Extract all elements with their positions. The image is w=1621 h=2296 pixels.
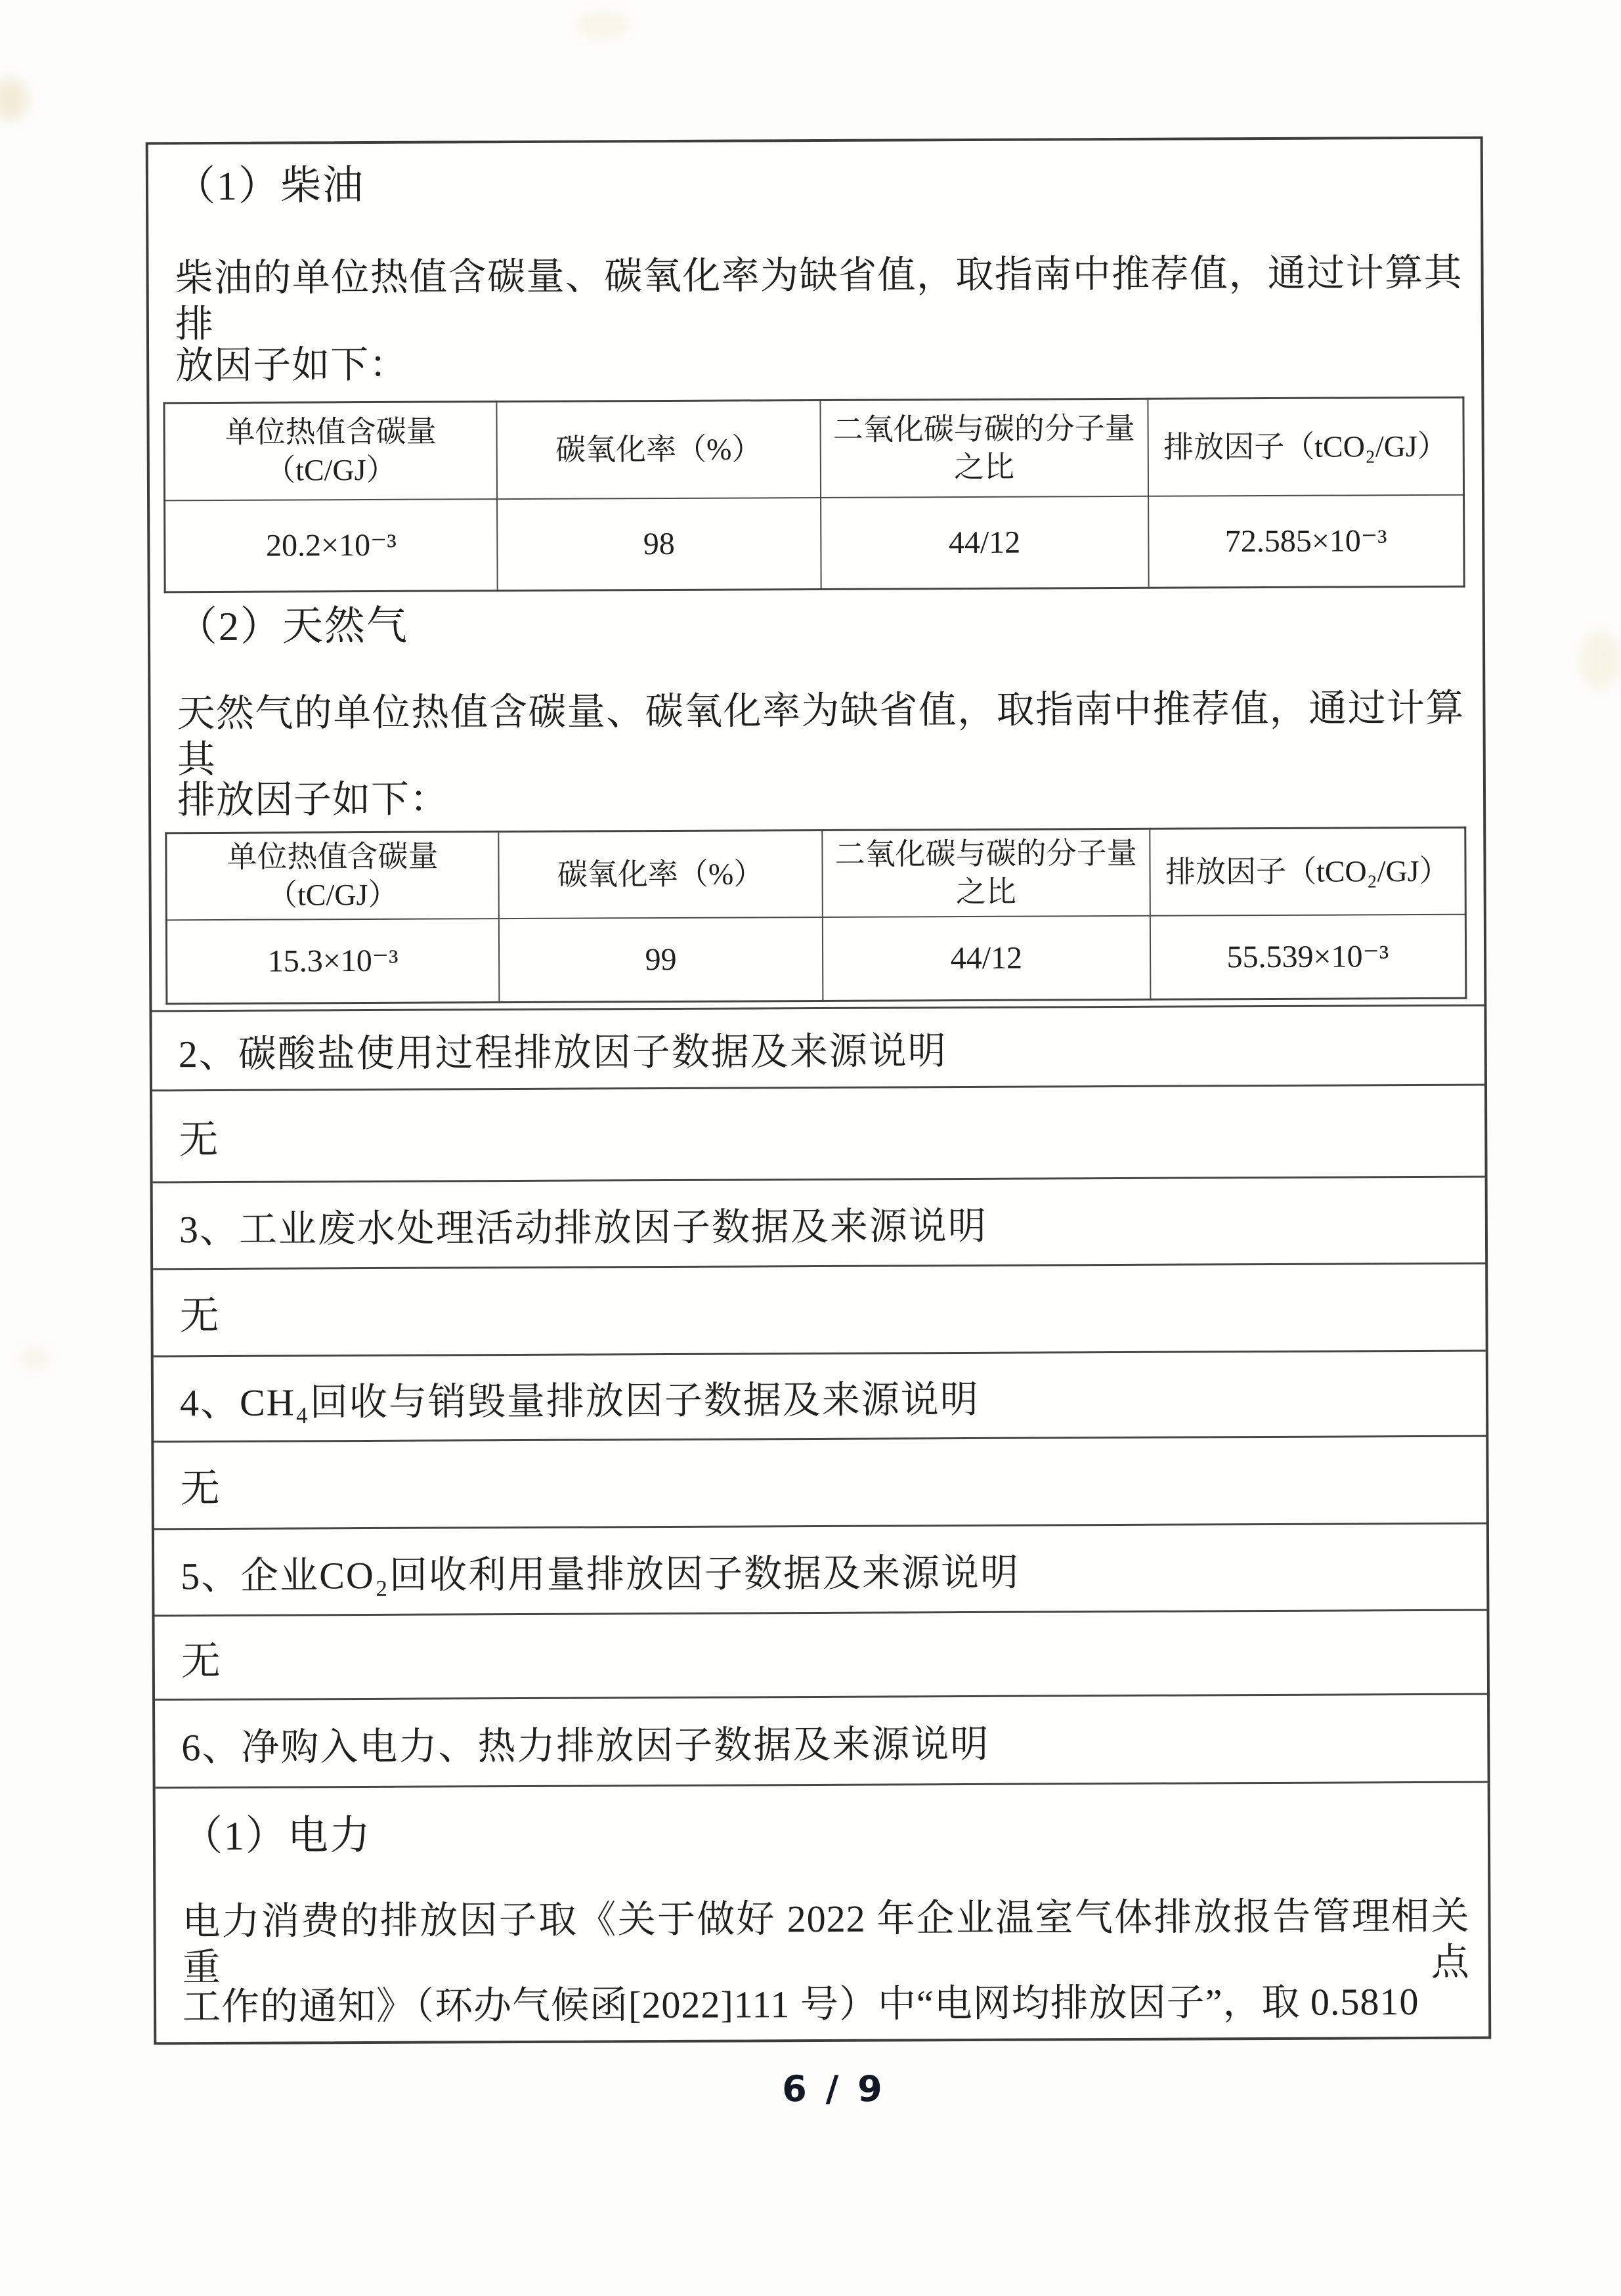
scan-smudge [575,11,630,39]
natural-gas-heading: （2）天然气 [176,603,409,650]
table-header-row [166,827,1466,920]
table-value-row [165,494,1465,592]
table-header-row [164,397,1464,500]
header-unit: （tC/GJ） [267,877,399,912]
section-6-content-row [156,1781,1489,2043]
value-emission-factor: 72.585×10⁻³ [1148,494,1465,588]
header-molecular-ratio [820,399,1148,497]
section-heading-text: 3、工业废水处理活动排放因子数据及来源说明 [179,1204,988,1251]
header-text: 之比 [955,875,1017,909]
header-text: 二氧化碳与碳的分子量 [834,836,1137,871]
diesel-paragraph-line1: 柴油的单位热值含碳量、碳氧化率为缺省值，取指南中推荐值，通过计算其排 [175,251,1463,346]
scan-smudge [1580,630,1621,689]
section-3-value-row [153,1263,1486,1356]
value-oxidation-rate: 98 [497,497,821,590]
header-molecular-ratio [822,829,1150,917]
value-heat-carbon: 20.2×10⁻³ [165,499,498,592]
scan-smudge [20,1347,50,1370]
section-4-heading-row [154,1350,1486,1441]
electricity-paragraph-line2: 工作的通知》（环办气候函[2022]111 号）中“电网均排放因子”，取 0.5810 [182,1980,1419,2029]
scan-smudge [0,77,29,121]
value-heat-carbon: 15.3×10⁻³ [166,919,499,1004]
none-value: 无 [180,1466,220,1511]
header-emission-factor [1148,397,1464,496]
header-text: 碳氧化率（%） [555,432,762,467]
section-6-heading-row [155,1693,1488,1787]
header-text: 单位热值含碳量 [225,414,437,449]
header-text: 排放因子（tCO₂/GJ） [1163,429,1448,464]
header-emission-factor [1150,827,1465,915]
header-text: 排放因子（tCO₂/GJ） [1165,854,1450,889]
header-unit: （tC/GJ） [265,452,397,487]
diesel-heading: （1）柴油 [174,163,365,209]
header-text: 二氧化碳与碳的分子量 [832,411,1135,446]
section-2-value-row [152,1084,1485,1182]
section-heading-text: 2、碳酸盐使用过程排放因子数据及来源说明 [178,1029,947,1076]
natural-gas-paragraph-line2: 排放因子如下： [177,777,449,822]
header-oxidation-rate [497,400,821,498]
natural-gas-factor-table [165,827,1467,1005]
section-5-heading-row [154,1523,1487,1615]
section-5-value-row [154,1609,1487,1699]
document-border [146,137,1492,2045]
header-text: 碳氧化率（%） [557,857,764,892]
header-text: 单位热值含碳量 [227,839,439,874]
diesel-paragraph-line2: 放因子如下： [175,343,408,387]
header-heat-carbon [166,832,499,920]
none-value: 无 [179,1293,219,1338]
page-number: 6 / 9 [782,2068,886,2110]
section-heading-text: 6、净购入电力、热力排放因子数据及来源说明 [181,1722,990,1769]
header-text: 之比 [953,450,1015,484]
header-heat-carbon [164,402,497,500]
diesel-factor-table [163,397,1465,594]
section-heading-text: 4、CH₄回收与销毁量排放因子数据及来源说明 [179,1377,980,1424]
value-molecular-ratio: 44/12 [823,915,1150,1001]
table-value-row [166,914,1466,1004]
value-molecular-ratio: 44/12 [821,496,1148,589]
section-2-heading-row [152,1005,1484,1090]
section-4-value-row [154,1435,1486,1528]
none-value: 无 [179,1117,219,1161]
electricity-subheading: （1）电力 [181,1813,372,1859]
header-oxidation-rate [498,830,822,918]
electricity-paragraph-line1: 电力消费的排放因子取《关于做好 2022 年企业温室气体排放报告管理相关重点 [182,1894,1470,1989]
value-emission-factor: 55.539×10⁻³ [1150,914,1465,999]
section-3-heading-row [153,1176,1486,1268]
natural-gas-paragraph-line1: 天然气的单位热值含碳量、碳氧化率为缺省值，取指南中推荐值，通过计算其 [177,686,1465,781]
section-heading-text: 5、企业CO₂回收利用量排放因子数据及来源说明 [181,1551,1020,1597]
none-value: 无 [181,1639,221,1683]
value-oxidation-rate: 99 [499,917,823,1002]
